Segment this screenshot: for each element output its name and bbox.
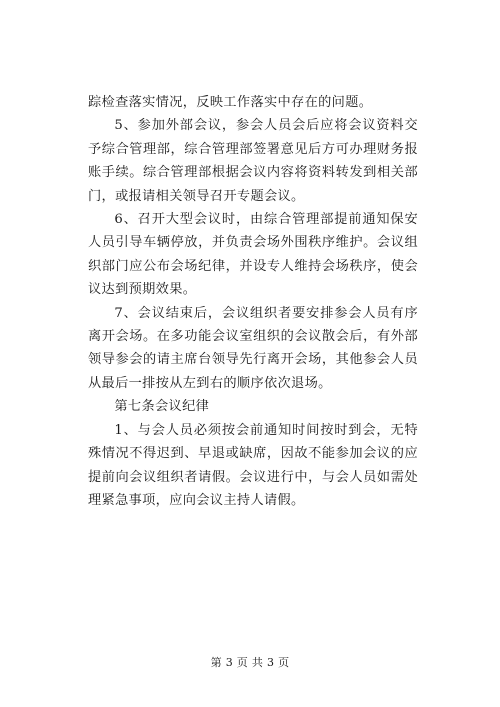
paragraph-item-7: 7、会议结束后，会议组织者要安排参会人员有序离开会场。在多功能会议室组织的会议散会后，有外部领导参会的请主席台领导先行离开会场，其他参会人员从最后一排按从左到右的顺序依次退场。 [88, 305, 418, 391]
paragraph-item-5: 5、参加外部会议，参会人员会后应将会议资料交予综合管理部，综合管理部签署意见后方可办理财务报账手续。综合管理部根据会议内容将资料转发到相关部门，或报请相关领导召开专题会议。 [88, 118, 418, 204]
paragraph-continuation: 踪检查落实情况，反映工作落实中存在的问题。 [88, 95, 373, 110]
section-heading: 第七条会议纪律 [114, 399, 210, 415]
page-footer: 第 3 页 共 3 页 [210, 656, 290, 669]
paragraph-item-1: 1、与会人员必须按会前通知时间按时到会，无特殊情况不得迟到、早退或缺席，因故不能参加会议的应提前向会议组织者请假。会议进行中，与会人员如需处理紧急事项，应向会议主持人请假。 [88, 422, 418, 508]
paragraph-item-6: 6、召开大型会议时，由综合管理部提前通知保安人员引导车辆停放，并负责会场外围秩序维护。会议组织部门应公布会场纪律，并设专人维持会场秩序，使会议达到预期效果。 [88, 212, 418, 298]
document-body [88, 91, 418, 512]
